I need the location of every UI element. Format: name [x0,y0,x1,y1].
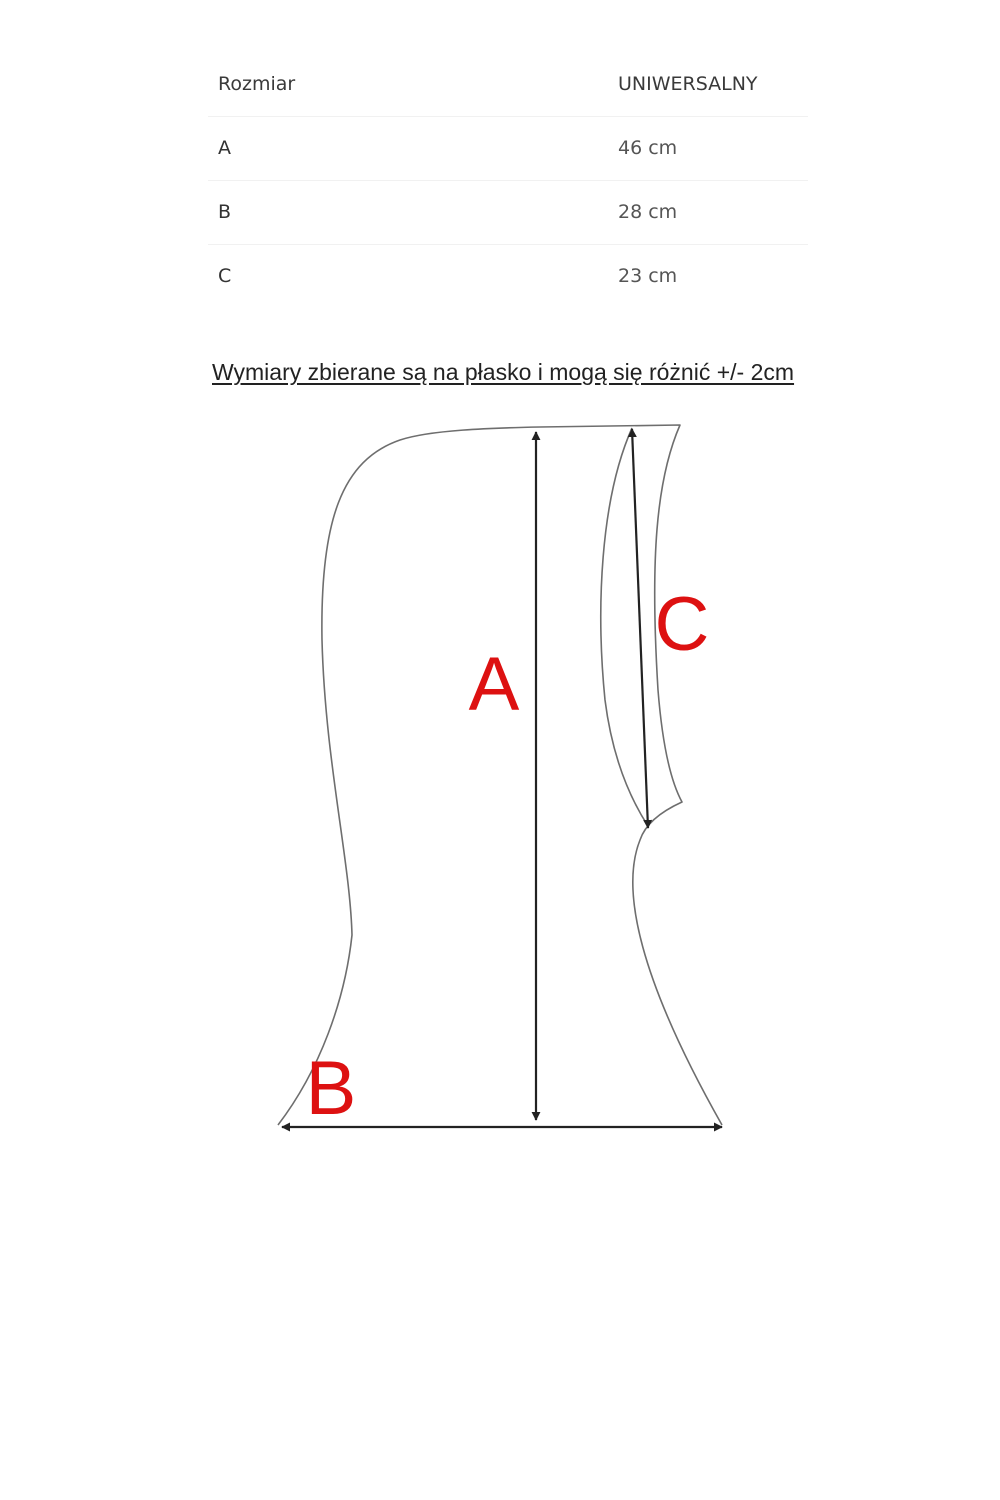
size-row-value: 23 cm [618,265,678,288]
dimension-b-label: B [305,1046,357,1131]
size-row-label: A [218,137,231,159]
size-row-value: 28 cm [618,201,678,223]
dimension-c-label: C [654,582,710,667]
balaclava-outline [278,425,722,1125]
dimension-a-label: A [468,642,520,727]
size-row-label: C [218,265,232,288]
universal-column-header: UNIWERSALNY [618,72,758,95]
size-column-header: Rozmiar [218,72,296,95]
size-row-value: 46 cm [618,137,678,159]
dimension-c-arrow [632,429,648,828]
measurement-note: Wymiary zbierane są na płasko i mogą się różnić +/- 2cm [212,359,795,385]
size-row-label: B [218,201,232,223]
